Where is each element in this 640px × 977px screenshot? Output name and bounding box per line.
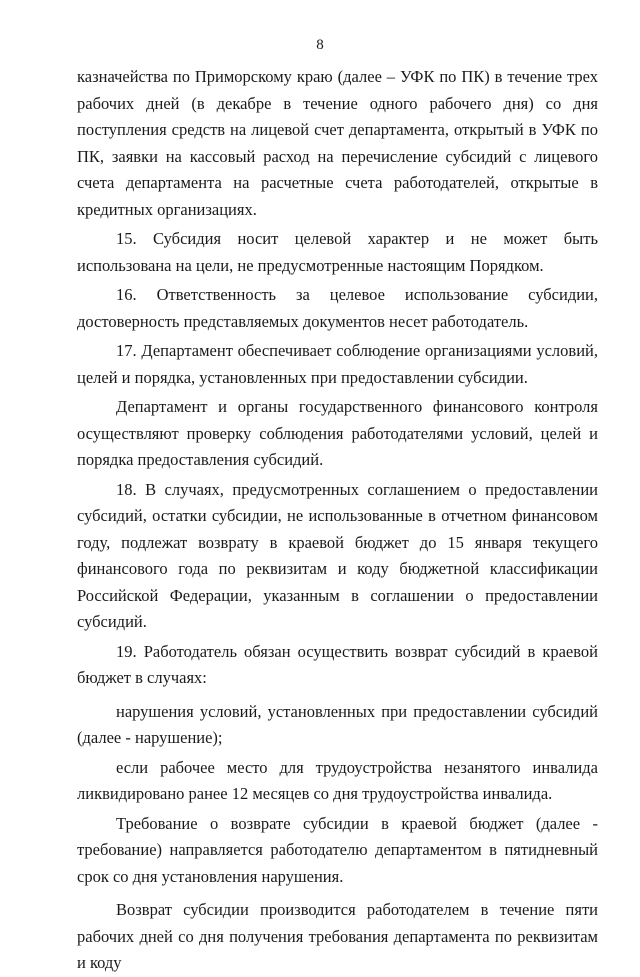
- paragraph-item-18: 18. В случаях, предусмотренных соглашением о предоставлении субсидий, остатки субсидии, не использованные в отчетном финансовом году, подлежат возврату в краевой бюджет до 15 января текущего финансового года по реквизитам и коду бюджетной классификации Российской Федерации, указанным в соглашении о предоставлении субсидий.: [77, 479, 598, 631]
- paragraph-item-16: 16. Ответственность за целевое использование субсидии, достоверность представляемых документов несет работодатель.: [77, 285, 598, 331]
- paragraph-control: Департамент и органы государственного финансового контроля осуществляют проверку соблюдения работодателями условий, целей и порядка предоставления субсидий.: [77, 397, 598, 469]
- document-body: [77, 64, 598, 977]
- page-number: 8: [316, 37, 324, 53]
- paragraph-case-violation: нарушения условий, установленных при предоставлении субсидий (далее - нарушение);: [77, 701, 598, 747]
- paragraph-item-15: 15. Субсидия носит целевой характер и не может быть использована на цели, не предусмотренные настоящим Порядком.: [77, 229, 598, 275]
- paragraph-item-19: 19. Работодатель обязан осуществить возврат субсидий в краевой бюджет в случаях:: [77, 641, 598, 687]
- paragraph-requirement: Требование о возврате субсидии в краевой бюджет (далее - требование) направляется работодателю департаментом в пятидневный срок со дня установления нарушения.: [77, 813, 598, 886]
- paragraph-continuation: казначейства по Приморскому краю (далее – УФК по ПК) в течение трех рабочих дней (в декабре в течение одного рабочего дня) со дня поступления средств на лицевой счет департамента, открытый в УФК по ПК, заявки на кассовый расход на перечисление субсидий с лицевого счета департамента на расчетные счета работодателей, открытые в кредитных организациях.: [77, 67, 598, 219]
- paragraph-refund: Возврат субсидии производится работодателем в течение пяти рабочих дней со дня получения требования департамента по реквизитам и коду: [77, 900, 598, 972]
- paragraph-case-liquidation: если рабочее место для трудоустройства незанятого инвалида ликвидировано ранее 12 месяцев со дня трудоустройства инвалида.: [77, 757, 598, 803]
- paragraph-item-17: 17. Департамент обеспечивает соблюдение организациями условий, целей и порядка, установленных при предоставлении субсидии.: [77, 341, 598, 387]
